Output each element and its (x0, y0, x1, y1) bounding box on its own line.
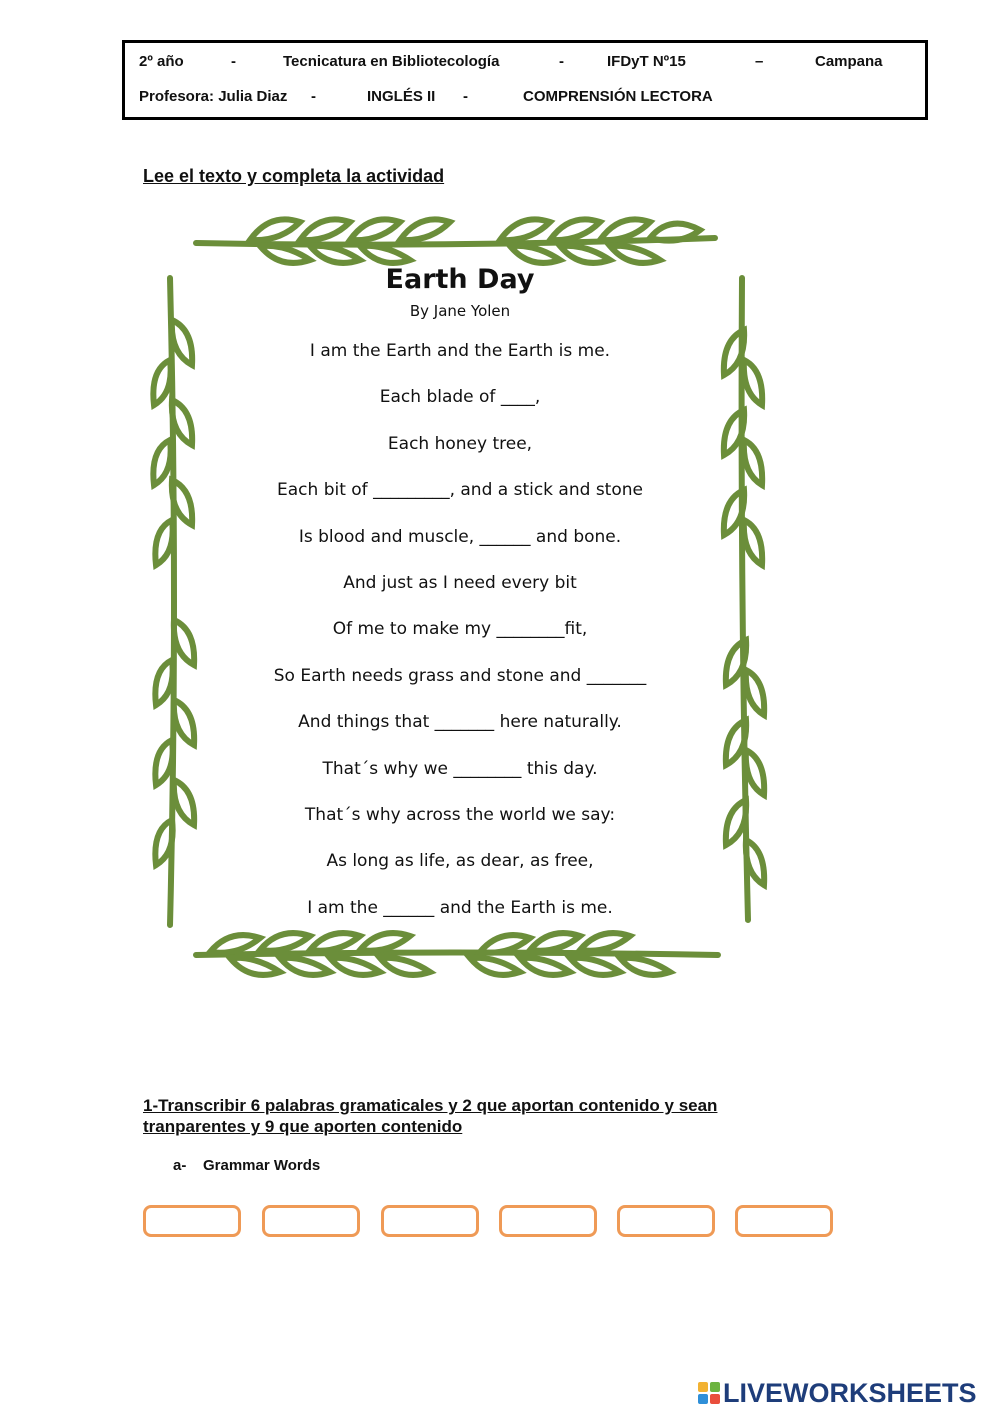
header-year: 2º año (139, 53, 184, 70)
left-vine-decoration (153, 278, 194, 925)
logo-wordmark: LIVEWORKSHEETS (723, 1377, 977, 1408)
subheading-label: Grammar Words (203, 1157, 321, 1174)
poem-line: As long as life, as dear, as free, (326, 851, 594, 872)
question-title: 1-Transcribir 6 palabras gramaticales y 2 que aportan contenido y sean tranparentes y 9 que aporten contenido (143, 1096, 718, 1136)
header-teacher: Profesora: Julia Diaz (139, 88, 288, 105)
poem-title: Earth Day (385, 264, 535, 295)
subheading-letter: a- (173, 1157, 187, 1174)
question-subheading (173, 1157, 320, 1174)
top-vine-decoration (196, 219, 715, 263)
right-vine-decoration (724, 278, 764, 920)
header-separator: – (755, 53, 764, 70)
poem-line: I am the ______ and the Earth is me. (307, 897, 613, 918)
header-separator: - (559, 53, 564, 70)
logo-square (698, 1382, 708, 1392)
grammar-word-answer-box[interactable] (499, 1205, 597, 1237)
grammar-word-answer-box[interactable] (381, 1205, 479, 1237)
header-program: Tecnicatura en Bibliotecología (283, 53, 500, 70)
header-separator: - (231, 53, 236, 70)
poem-line: Each honey tree, (387, 433, 533, 454)
grammar-word-answer-box[interactable] (143, 1205, 241, 1237)
bottom-vine-decoration (196, 933, 718, 975)
logo-grid-icon (698, 1382, 720, 1404)
header-city: Campana (815, 53, 883, 70)
instruction-heading: Lee el texto y completa la actividad (143, 166, 445, 186)
logo-square (710, 1382, 720, 1392)
header-topic: COMPRENSIÓN LECTORA (523, 88, 713, 105)
poem-line: That´s why we ________ this day. (322, 758, 598, 779)
grammar-word-answer-box[interactable] (735, 1205, 833, 1237)
poem-author: By Jane Yolen (409, 302, 511, 320)
logo-square (710, 1394, 720, 1404)
header-separator: - (463, 88, 468, 105)
poem-line: And things that _______ here naturally. (298, 712, 622, 733)
poem-line: I am the Earth and the Earth is me. (309, 341, 611, 361)
grammar-word-answer-box[interactable] (262, 1205, 360, 1237)
grammar-word-answer-box[interactable] (617, 1205, 715, 1237)
poem-line: Each blade of ____, (379, 387, 541, 408)
header-separator: - (311, 88, 316, 105)
poem-line: Is blood and muscle, ______ and bone. (298, 526, 622, 547)
poem-line: Each bit of _________, and a stick and stone (277, 480, 643, 501)
poem-line: Of me to make my ________fit, (332, 619, 588, 640)
header-subject: INGLÉS II (367, 88, 436, 105)
liveworksheets-logo (698, 1378, 977, 1408)
poem-line: So Earth needs grass and stone and _______ (273, 665, 647, 686)
logo-square (698, 1394, 708, 1404)
poem-line: And just as I need every bit (343, 573, 577, 593)
header-institute: IFDyT Nº15 (607, 53, 686, 70)
poem-line: That´s why across the world we say: (304, 805, 616, 825)
